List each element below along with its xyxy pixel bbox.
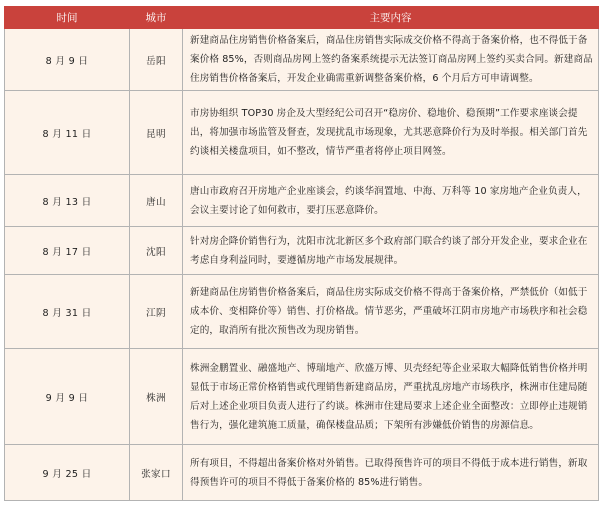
header-city: 城市 — [130, 7, 183, 29]
row-date: 9 月 9 日 — [5, 349, 130, 445]
row-content: 株洲金鹏置业、融盛地产、博瑞地产、欣盛万博、贝壳经纪等企业采取大幅降低销售价格并明显低于市场正常价格销售或代理销售新建商品房，严重扰乱房地产市场秩序，株洲市住建局随后对上述企业项目负责人进行了约谈。株洲市住建局要求上述企业全面整改：立即停止违规销售行为，强化建筑施工质量，确保楼盘品质；下架所有涉嫌低价销售的房源信息。 — [183, 349, 599, 445]
header-row — [5, 7, 599, 29]
table-row — [5, 349, 599, 445]
row-city: 株洲 — [130, 349, 183, 445]
row-date: 8 月 11 日 — [5, 91, 130, 175]
table-row — [5, 29, 599, 91]
row-date: 8 月 17 日 — [5, 227, 130, 275]
header-content: 主要内容 — [183, 7, 599, 29]
table-header — [5, 7, 599, 29]
row-content: 市房协组织 TOP30 房企及大型经纪公司召开“稳房价、稳地价、稳预期”工作要求座谈会提出，将加强市场监管及督查，发现扰乱市场现象，尤其恶意降价行为及时举报。相关部门首先约谈相关楼盘项目，如不整改，情节严重者将停止项目网签。 — [183, 91, 599, 175]
table-row — [5, 227, 599, 275]
row-date: 8 月 13 日 — [5, 175, 130, 227]
row-city: 江阴 — [130, 275, 183, 349]
table-row — [5, 445, 599, 501]
row-content: 新建商品住房销售价格备案后，商品住房销售实际成交价格不得高于备案价格，也不得低于备案价格 85%，否则商品房网上签约备案系统提示无法签订商品房网上签约买卖合同。新建商品住房销售价格备案后，开发企业确需重新调整备案价格，6 个月后方可申请调整。 — [183, 29, 599, 91]
row-city: 张家口 — [130, 445, 183, 501]
table-row — [5, 91, 599, 175]
table-body — [5, 29, 599, 501]
row-content: 唐山市政府召开房地产企业座谈会，约谈华润置地、中海、万科等 10 家房地产企业负责人，会议主要讨论了如何救市，要打压恶意降价。 — [183, 175, 599, 227]
row-city: 唐山 — [130, 175, 183, 227]
row-content: 所有项目，不得超出备案价格对外销售。已取得预售许可的项目不得低于成本进行销售，新取得预售许可的项目不得低于备案价格的 85%进行销售。 — [183, 445, 599, 501]
row-date: 8 月 31 日 — [5, 275, 130, 349]
row-city: 沈阳 — [130, 227, 183, 275]
header-date: 时间 — [5, 7, 130, 29]
row-city: 昆明 — [130, 91, 183, 175]
row-date: 9 月 25 日 — [5, 445, 130, 501]
table-row — [5, 175, 599, 227]
row-content: 针对房企降价销售行为，沈阳市沈北新区多个政府部门联合约谈了部分开发企业，要求企业在考虑自身利益同时，要遵循房地产市场发展规律。 — [183, 227, 599, 275]
row-city: 岳阳 — [130, 29, 183, 91]
policy-table — [4, 6, 599, 501]
row-content: 新建商品住房销售价格备案后，商品住房实际成交价格不得高于备案价格，严禁低价（如低于成本价、变相降价等）销售、打价格战。情节恶劣，严重破坏江阴市房地产市场秩序和社会稳定的，取消所有批次预售改为现房销售。 — [183, 275, 599, 349]
row-date: 8 月 9 日 — [5, 29, 130, 91]
table-row — [5, 275, 599, 349]
